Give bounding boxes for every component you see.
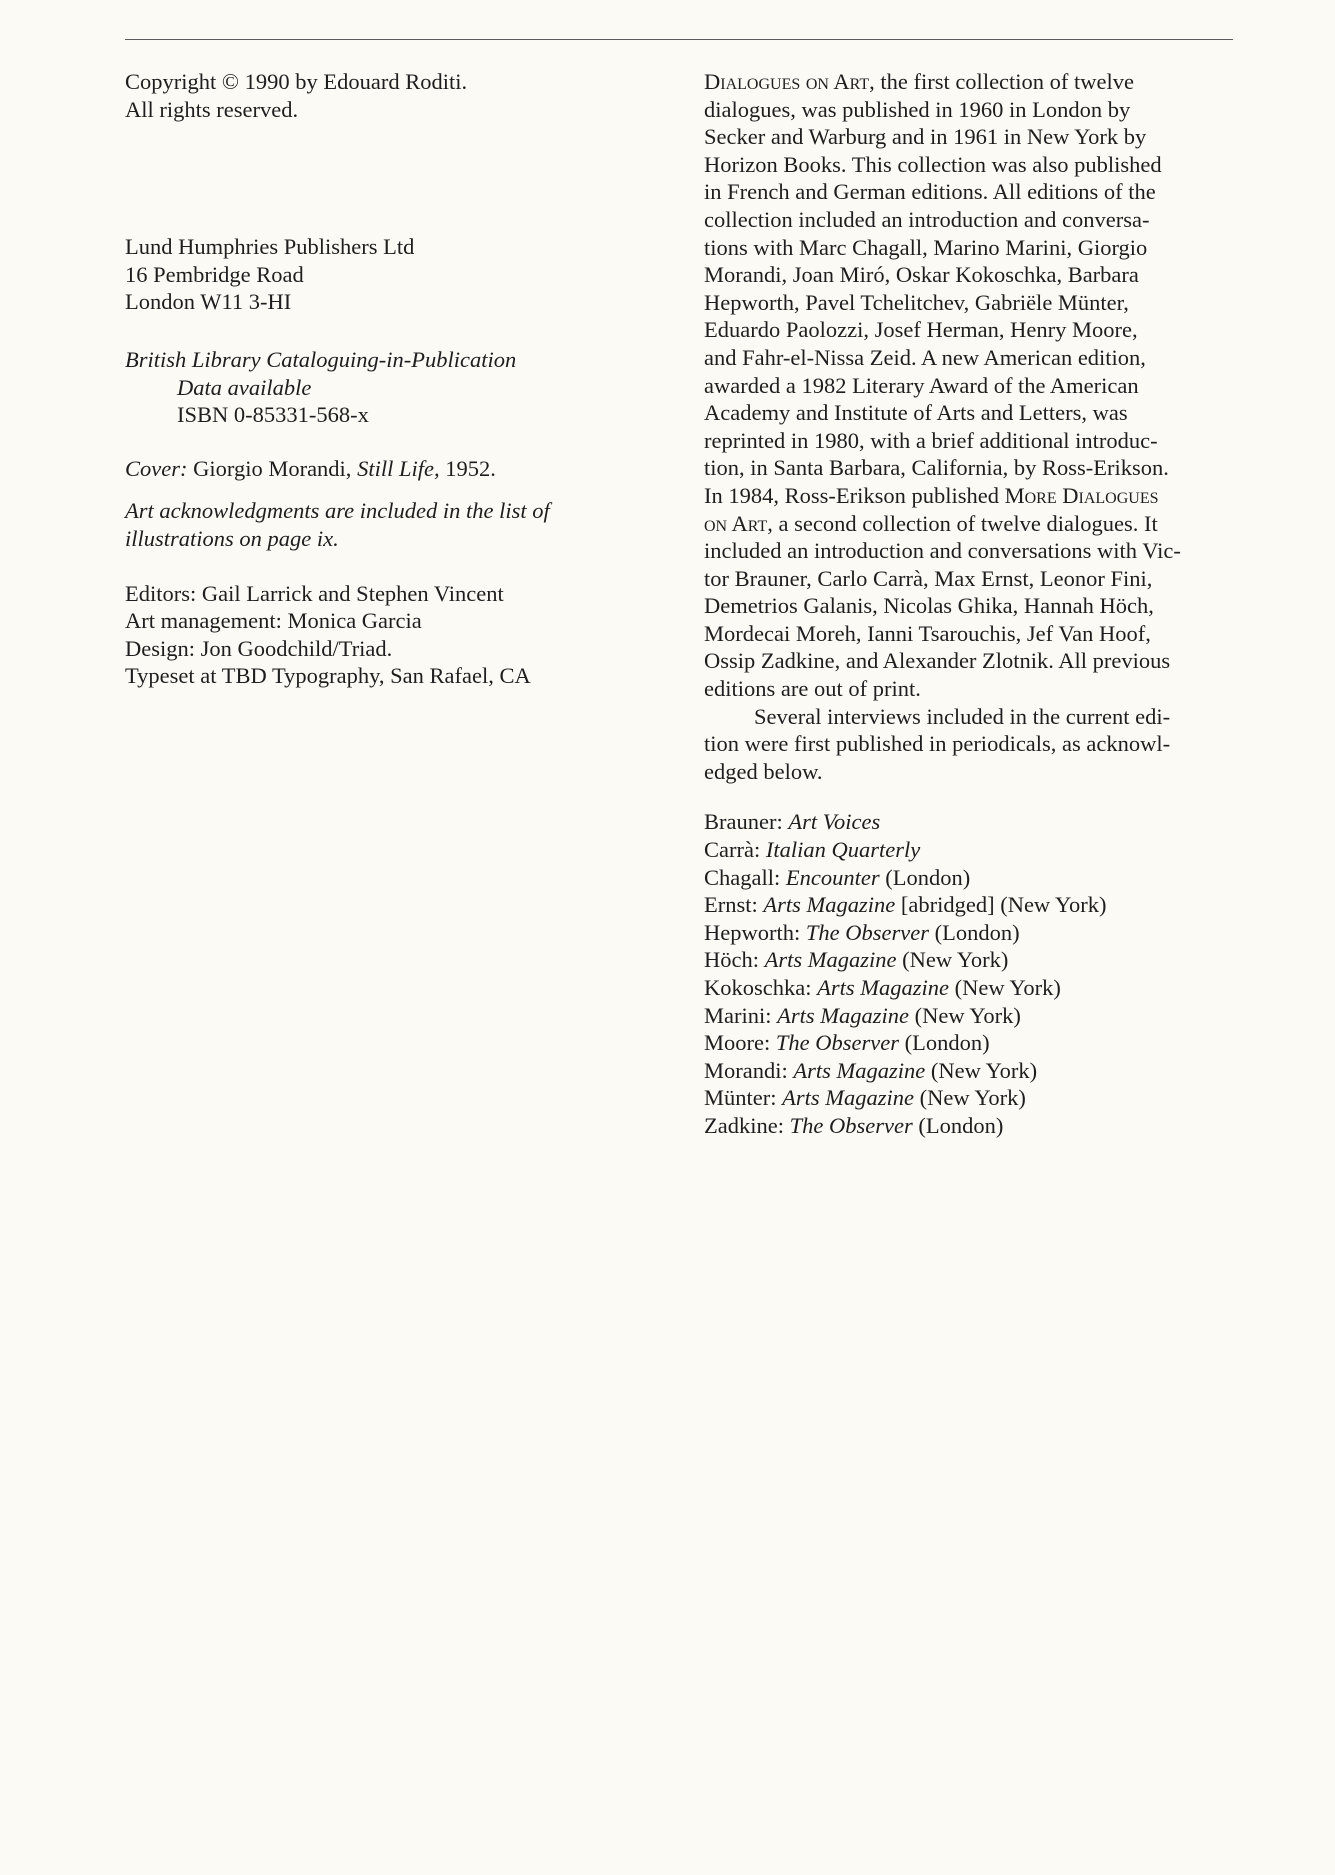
list-item: Moore: The Observer (London)	[704, 1030, 990, 1056]
cip-block	[125, 346, 645, 429]
list-item: Carrà: Italian Quarterly	[704, 837, 921, 863]
credit-art-management: Art management: Monica Garcia	[125, 608, 422, 634]
list-item: Ernst: Arts Magazine [abridged] (New York)	[704, 892, 1107, 918]
cover-year: 1952.	[439, 455, 496, 481]
cip-line-1: British Library Cataloguing-in-Publication	[125, 346, 517, 372]
list-item: Brauner: Art Voices	[704, 809, 881, 835]
list-item: Zadkine: The Observer (London)	[704, 1112, 1004, 1138]
list-item: Chagall: Encounter (London)	[704, 864, 971, 890]
book-title-first: Dialogues on Art	[704, 69, 870, 94]
cover-credit	[125, 455, 645, 483]
rights-line: All rights reserved.	[125, 96, 299, 122]
credit-typeset: Typeset at TBD Typography, San Rafael, CA	[125, 663, 531, 689]
cover-label: Cover:	[125, 455, 188, 481]
credit-editors: Editors: Gail Larrick and Stephen Vincent	[125, 580, 504, 606]
list-item: Münter: Arts Magazine (New York)	[704, 1085, 1026, 1111]
periodicals-list	[704, 808, 1239, 1139]
right-column	[704, 68, 1239, 1140]
book-title-second: More Dialogues	[1004, 482, 1159, 508]
periodicals-intro: Several interviews included in the current edi- tion were first published in periodicals, as acknowl- edged below.	[704, 703, 1171, 784]
left-column	[125, 68, 645, 690]
publisher-address	[125, 233, 645, 316]
list-item: Hepworth: The Observer (London)	[704, 919, 1020, 945]
publication-history: Dialogues on Art, the first collection of twelve dialogues, was published in 1960 in London by Secker and Warburg and in 1961 in New York by Horizon Books. This collection was also published in French and German editions. All editions of the collection included an introduction and conversa- tions with Marc Chagall, Marino Marini, Giorgio Morandi, Joan Miró, Oskar Kokoschka, Barbara Hepworth, Pavel Tchelitchev, Gabriële Münter, Eduardo Paolozzi, Josef Herman, Henry Moore, and Fahr-el-Nissa Zeid. A new American edition, awarded a 1982 Literary Award of the American Academy and Institute of Arts and Letters, was reprinted in 1980, with a brief additional introduc- tion, in Santa Barbara, California, by Ross-Erikson. In 1984, Ross-Erikson published More Dialogues on Art, a second collection of twelve dialogues. It included an introduction and conversations with Vic- tor Brauner, Carlo Carrà, Max Ernst, Leonor Fini, Demetrios Galanis, Nicolas Ghika, Hannah Höch, Mordecai Moreh, Ianni Tsarouchis, Jef Van Hoof, Ossip Zadkine, and Alexander Zlotnik. All previous editions are out of print.	[704, 69, 1181, 702]
publisher-name: Lund Humphries Publishers Ltd	[125, 234, 415, 260]
art-acknowledgments: Art acknowledgments are included in the list of illustrations on page ix.	[125, 498, 550, 551]
list-item: Kokoschka: Arts Magazine (New York)	[704, 975, 1061, 1000]
top-rule	[125, 39, 1233, 40]
credits-block	[125, 580, 645, 690]
isbn: ISBN 0-85331-568-x	[177, 402, 369, 428]
cover-title: Still Life,	[357, 455, 440, 481]
list-item: Höch: Arts Magazine (New York)	[704, 947, 1009, 973]
credit-design: Design: Jon Goodchild/Triad.	[125, 635, 393, 661]
list-item: Morandi: Arts Magazine (New York)	[704, 1057, 1038, 1083]
cip-line-2: Data available	[177, 374, 312, 400]
cover-artist: Giorgio Morandi,	[187, 455, 358, 481]
list-item: Marini: Arts Magazine (New York)	[704, 1002, 1021, 1028]
publisher-street: 16 Pembridge Road	[125, 261, 304, 287]
copyright-block	[125, 68, 645, 123]
copyright-line: Copyright © 1990 by Edouard Roditi.	[125, 69, 468, 94]
publisher-city: London W11 3-HI	[125, 289, 292, 315]
